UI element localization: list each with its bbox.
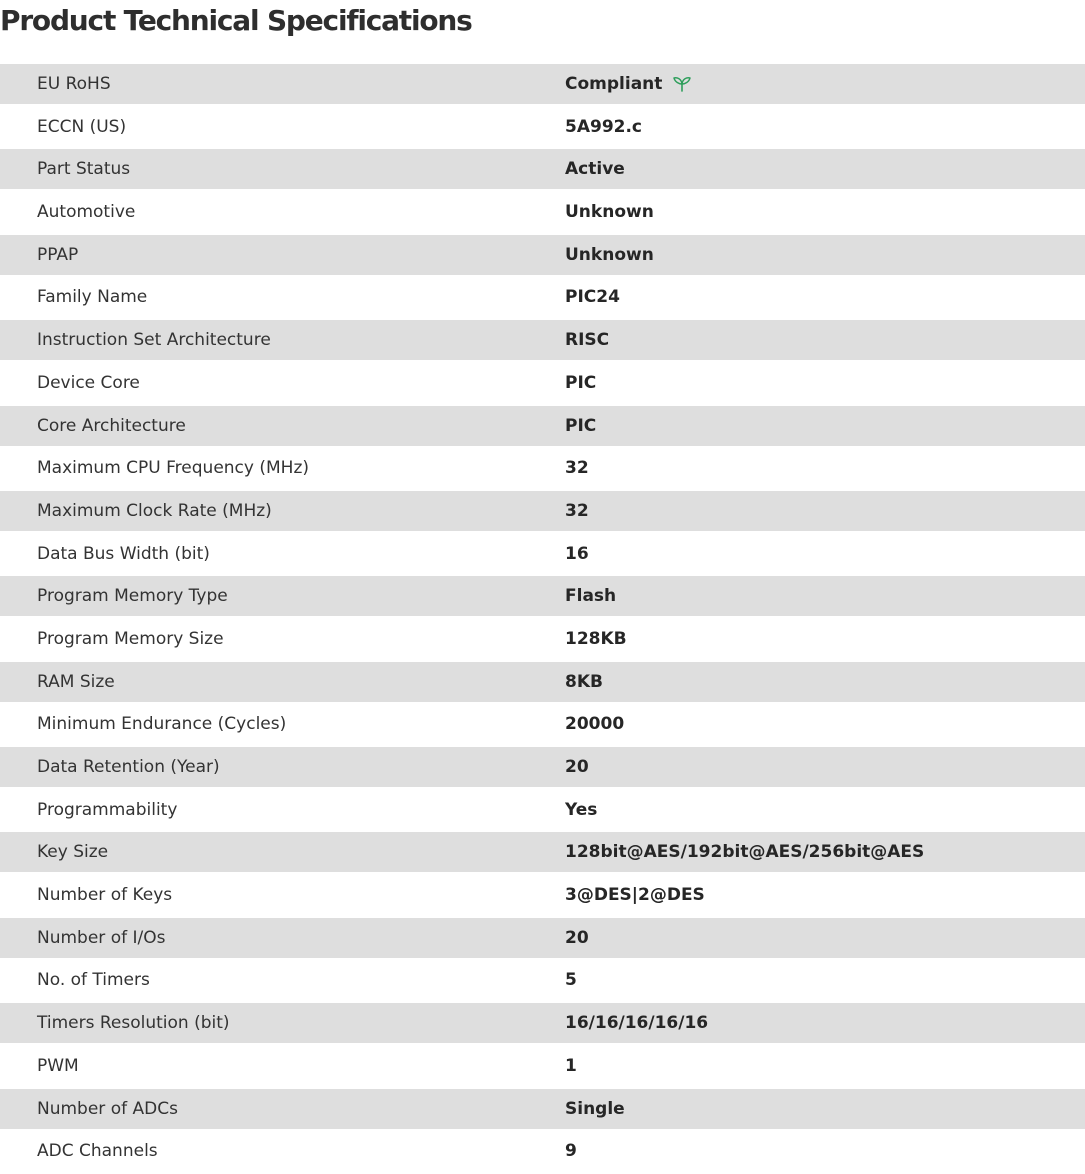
spec-row xyxy=(0,192,1085,232)
spec-label: Number of ADCs xyxy=(37,1098,178,1119)
spec-label: Core Architecture xyxy=(37,415,186,436)
spec-value: RISC xyxy=(565,330,610,351)
spec-row xyxy=(0,277,1085,317)
spec-value: PIC xyxy=(565,415,597,436)
spec-label: Programmability xyxy=(37,799,178,820)
spec-label: Number of Keys xyxy=(37,885,173,906)
spec-label: PPAP xyxy=(37,244,79,265)
spec-value: Unknown xyxy=(565,244,654,265)
spec-label: Maximum CPU Frequency (MHz) xyxy=(37,458,309,479)
spec-row xyxy=(0,448,1085,488)
spec-value: 5 xyxy=(565,970,577,991)
spec-row xyxy=(0,704,1085,744)
spec-value: PIC24 xyxy=(565,287,620,308)
spec-value: 128KB xyxy=(565,628,627,649)
spec-value: Yes xyxy=(565,799,598,820)
spec-label: Part Status xyxy=(37,159,131,180)
spec-row xyxy=(0,1089,1085,1129)
spec-row xyxy=(0,363,1085,403)
spec-row xyxy=(0,747,1085,787)
spec-value-text: Compliant xyxy=(565,74,663,94)
spec-table xyxy=(0,64,1085,1174)
spec-label: Instruction Set Architecture xyxy=(37,330,271,351)
spec-label: Program Memory Size xyxy=(37,628,224,649)
spec-row xyxy=(0,832,1085,872)
spec-row xyxy=(0,107,1085,147)
spec-value: 20 xyxy=(565,927,589,948)
spec-label: Device Core xyxy=(37,372,140,393)
spec-value: 16 xyxy=(565,543,589,564)
spec-row xyxy=(0,1046,1085,1086)
spec-value: 16/16/16/16/16 xyxy=(565,1013,709,1034)
spec-label: ADC Channels xyxy=(37,1141,158,1162)
spec-value: 32 xyxy=(565,500,589,521)
spec-value: 5A992.c xyxy=(565,116,643,137)
page-title: Product Technical Specifications xyxy=(0,4,472,37)
spec-row xyxy=(0,534,1085,574)
spec-row xyxy=(0,576,1085,616)
spec-row xyxy=(0,1003,1085,1043)
spec-label: No. of Timers xyxy=(37,970,150,991)
spec-row xyxy=(0,64,1085,104)
spec-value: 1 xyxy=(565,1055,577,1076)
spec-label: Key Size xyxy=(37,842,109,863)
spec-value xyxy=(565,74,1085,94)
spec-value: 32 xyxy=(565,458,589,479)
spec-row xyxy=(0,960,1085,1000)
spec-label: Program Memory Type xyxy=(37,586,228,607)
spec-row xyxy=(0,320,1085,360)
spec-row xyxy=(0,491,1085,531)
spec-row xyxy=(0,875,1085,915)
spec-row xyxy=(0,619,1085,659)
spec-row xyxy=(0,149,1085,189)
spec-label: EU RoHS xyxy=(37,74,111,94)
spec-label: ECCN (US) xyxy=(37,116,127,137)
spec-label: Data Retention (Year) xyxy=(37,757,220,777)
spec-label: Data Bus Width (bit) xyxy=(37,543,210,564)
spec-label: RAM Size xyxy=(37,671,115,692)
spec-label: Number of I/Os xyxy=(37,927,166,948)
spec-label: Family Name xyxy=(37,287,148,308)
spec-label: Minimum Endurance (Cycles) xyxy=(37,714,287,735)
spec-value: 20000 xyxy=(565,714,625,735)
spec-row xyxy=(0,790,1085,830)
spec-label: Maximum Clock Rate (MHz) xyxy=(37,500,272,521)
spec-value: Single xyxy=(565,1098,625,1119)
spec-value: Active xyxy=(565,159,625,180)
spec-value: 9 xyxy=(565,1141,577,1162)
spec-value: 20 xyxy=(565,757,589,777)
spec-label: Timers Resolution (bit) xyxy=(37,1013,230,1034)
spec-value: 128bit@AES/192bit@AES/256bit@AES xyxy=(565,842,925,863)
spec-row xyxy=(0,662,1085,702)
spec-value: PIC xyxy=(565,372,597,393)
spec-label: PWM xyxy=(37,1055,79,1076)
spec-value: 3@DES|2@DES xyxy=(565,885,705,906)
spec-value: Unknown xyxy=(565,202,654,223)
spec-row xyxy=(0,1131,1085,1171)
spec-row xyxy=(0,918,1085,958)
spec-row xyxy=(0,406,1085,446)
spec-label: Automotive xyxy=(37,202,136,223)
spec-value: Flash xyxy=(565,586,617,607)
leaf-icon xyxy=(672,75,692,93)
spec-row xyxy=(0,235,1085,275)
spec-value: 8KB xyxy=(565,671,603,692)
